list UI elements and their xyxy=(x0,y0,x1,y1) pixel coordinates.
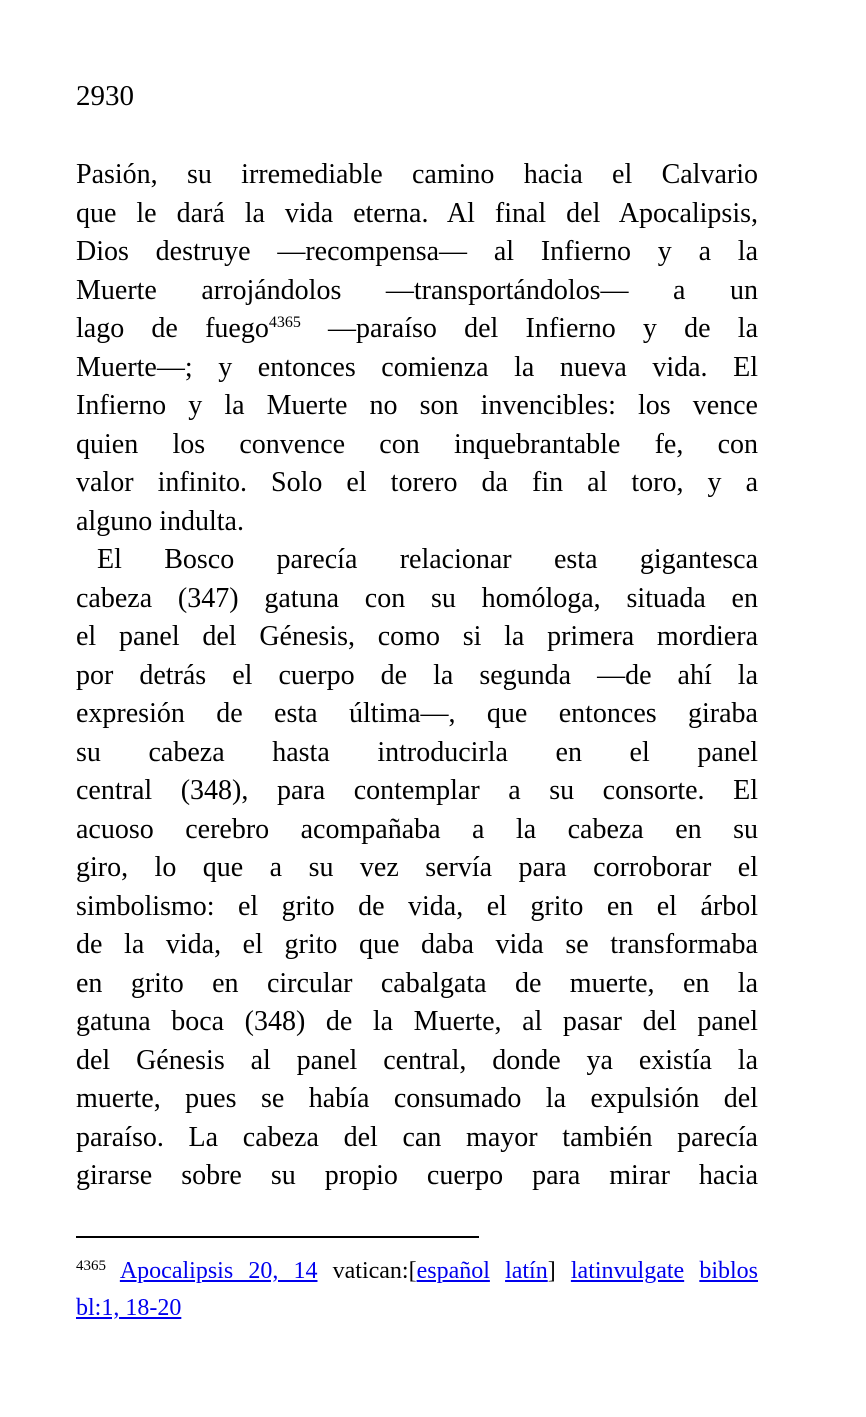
footnote-ref[interactable]: 4365 xyxy=(268,314,301,331)
text-line xyxy=(76,503,758,542)
footnote-link[interactable]: español xyxy=(416,1258,490,1284)
footnote-link[interactable]: latinvulgate xyxy=(570,1258,685,1284)
text-segment: quien los convence con inquebrantable fe, con xyxy=(76,428,758,460)
text-line xyxy=(76,1080,758,1119)
text-segment: el panel del Génesis, como si la primera mordiera xyxy=(76,621,758,652)
footnote-link[interactable]: Apocalipsis 20, 14 xyxy=(119,1258,318,1284)
text-segment: de la vida, el grito que daba vida se transformaba xyxy=(76,929,758,960)
text-segment: El Bosco parecía relacionar esta gigantesca xyxy=(97,544,758,575)
text-segment: valor infinito. Solo el torero da fin al toro, y a xyxy=(76,467,758,498)
text-line xyxy=(76,349,758,388)
text-segment: cabeza (347) gatuna con su homóloga, situada en xyxy=(76,582,758,614)
text-segment: muerte, pues se había consumado la expulsión del xyxy=(76,1083,758,1114)
text-line xyxy=(76,811,758,850)
text-line xyxy=(76,965,758,1004)
footnote-marker: 4365 xyxy=(76,1258,106,1274)
text-segment: en grito en circular cabalgata de muerte, en la xyxy=(76,967,758,999)
text-segment xyxy=(684,1258,699,1284)
body-text xyxy=(76,156,758,1196)
paragraph xyxy=(76,156,758,541)
text-line xyxy=(76,695,758,734)
text-segment: —paraíso del Infierno y de la xyxy=(300,313,758,344)
text-segment: su cabeza hasta introducirla en el panel xyxy=(76,736,758,768)
text-segment: lago de fuego xyxy=(76,313,269,344)
footnote xyxy=(76,1253,758,1327)
text-segment: gatuna boca (348) de la Muerte, al pasar del panel xyxy=(76,1006,758,1037)
text-segment: girarse sobre su propio cuerpo para mirar hacia xyxy=(76,1160,758,1191)
text-segment xyxy=(106,1258,120,1284)
text-line xyxy=(76,849,758,888)
text-segment: paraíso. La cabeza del can mayor también parecía xyxy=(76,1121,758,1153)
text-line xyxy=(76,734,758,773)
text-line xyxy=(76,195,758,234)
page-number: 2930 xyxy=(76,80,134,112)
text-line xyxy=(76,1042,758,1081)
footnote-link[interactable]: bl:1, 18-20 xyxy=(76,1295,182,1321)
footnote-link[interactable]: biblos xyxy=(699,1258,759,1284)
text-line xyxy=(76,310,758,349)
footnote-separator xyxy=(76,1236,479,1238)
text-segment: del Génesis al panel central, donde ya existía la xyxy=(76,1044,758,1076)
text-line xyxy=(76,926,758,965)
text-line xyxy=(76,888,758,927)
text-segment: central (348), para contemplar a su consorte. El xyxy=(76,775,758,806)
text-line xyxy=(76,233,758,272)
text-segment: por detrás el cuerpo de la segunda —de ahí la xyxy=(76,659,758,691)
text-line xyxy=(76,464,758,503)
text-line xyxy=(76,387,758,426)
text-segment: Muerte—; y entonces comienza la nueva vida. El xyxy=(76,351,758,383)
text-segment: alguno indulta. xyxy=(76,505,244,537)
text-line xyxy=(76,772,758,811)
text-line xyxy=(76,426,758,465)
text-segment xyxy=(490,1258,505,1284)
text-segment: expresión de esta última—, que entonces giraba xyxy=(76,698,758,729)
text-line xyxy=(76,541,758,580)
text-line xyxy=(76,1157,758,1196)
text-line xyxy=(76,156,758,195)
text-line xyxy=(76,1119,758,1158)
text-segment: Infierno y la Muerte no son invencibles: los vence xyxy=(76,390,758,421)
text-line xyxy=(76,1290,758,1327)
text-segment: Pasión, su irremediable camino hacia el Calvario xyxy=(76,159,758,190)
text-line xyxy=(76,1253,758,1290)
text-line xyxy=(76,272,758,311)
paragraph xyxy=(76,541,758,1196)
text-segment: acuoso cerebro acompañaba a la cabeza en su xyxy=(76,813,758,845)
text-line xyxy=(76,657,758,696)
text-line xyxy=(76,1003,758,1042)
text-segment: simbolismo: el grito de vida, el grito en el árbol xyxy=(76,890,758,922)
text-segment: Muerte arrojándolos —transportándolos— a un xyxy=(76,274,758,306)
text-line xyxy=(76,580,758,619)
text-segment: giro, lo que a su vez servía para corroborar el xyxy=(76,852,758,883)
text-segment: vatican:[ xyxy=(317,1258,417,1284)
footnote-link[interactable]: latín xyxy=(505,1258,548,1284)
text-line xyxy=(76,618,758,657)
text-segment: ] xyxy=(547,1258,571,1284)
text-segment: Dios destruye —recompensa— al Infierno y a la xyxy=(76,236,758,267)
text-segment: que le dará la vida eterna. Al final del Apocalipsis, xyxy=(76,197,758,229)
